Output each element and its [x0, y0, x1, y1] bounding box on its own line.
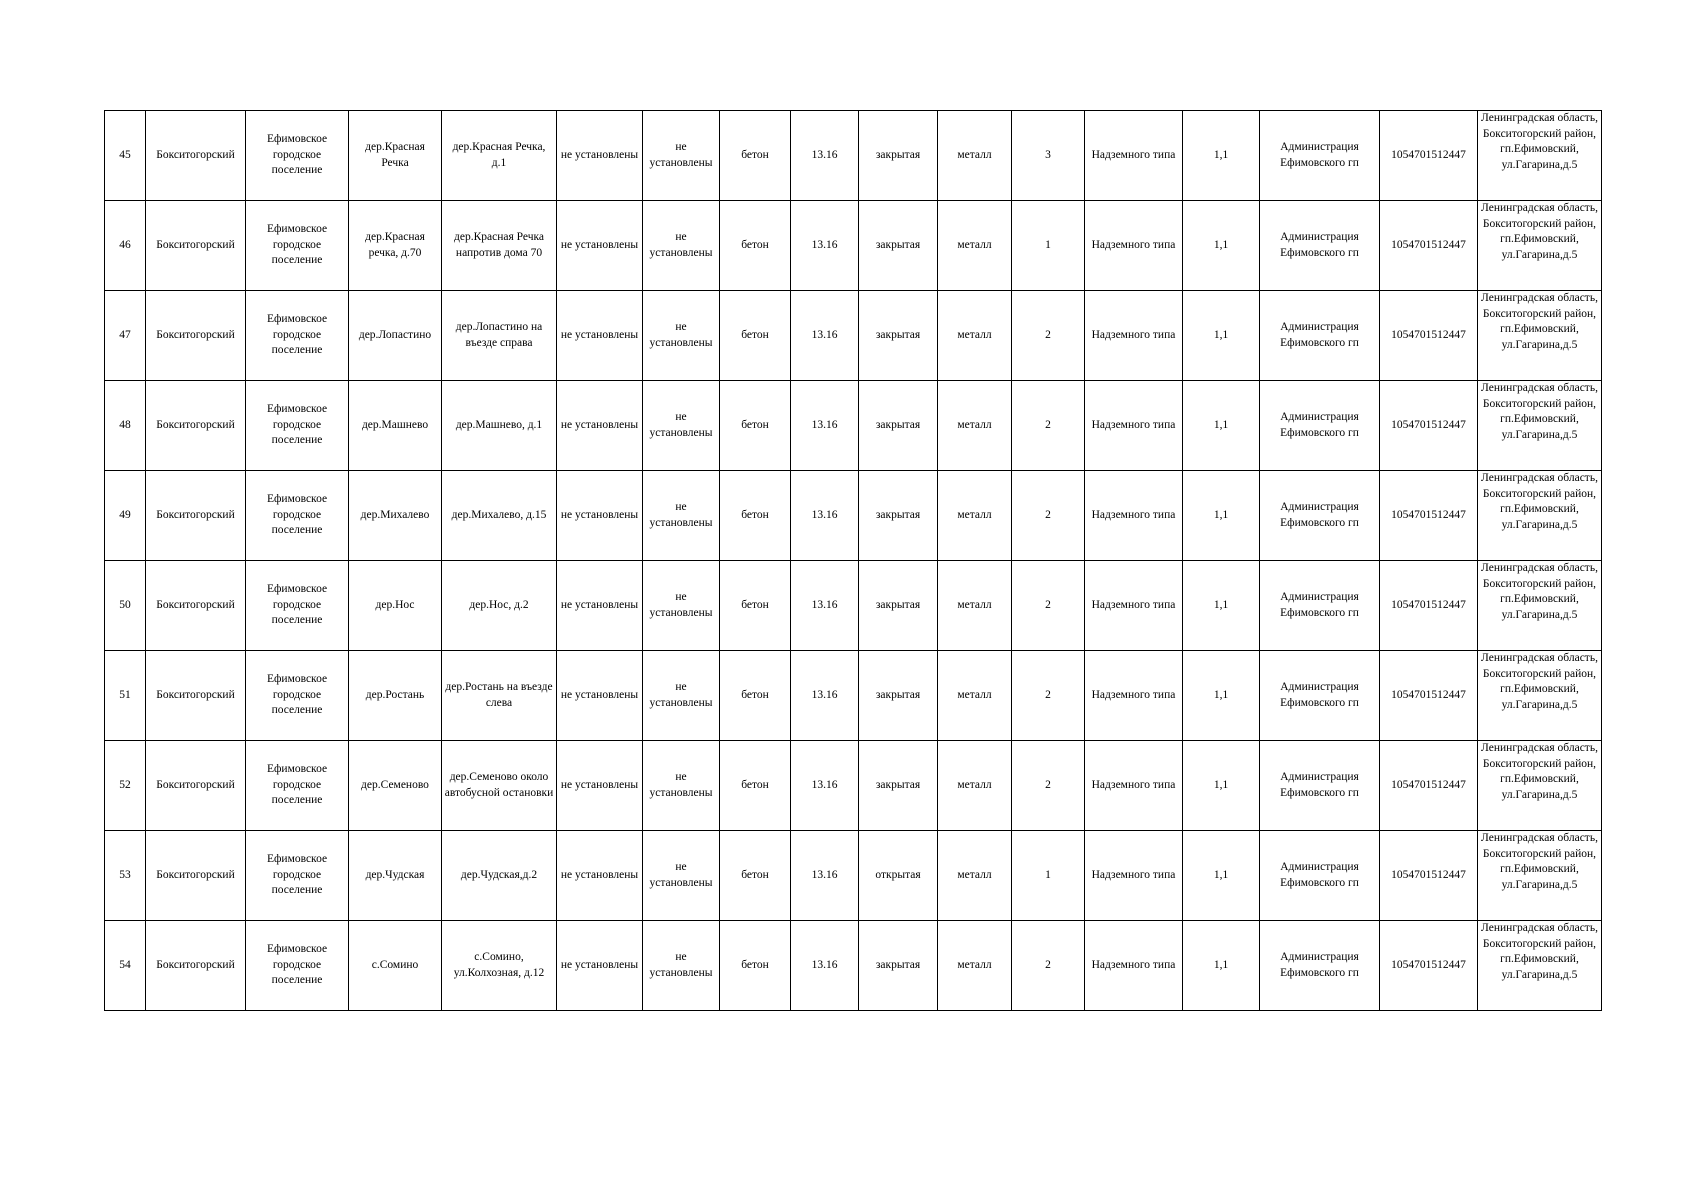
cell-container-type: Надземного типа	[1085, 471, 1183, 561]
cell-owner: Администрация Ефимовского гп	[1260, 471, 1380, 561]
cell-settlement: Ефимовское городское поселение	[246, 111, 349, 201]
cell-owner-address	[1478, 651, 1602, 741]
cell-owner: Администрация Ефимовского гп	[1260, 561, 1380, 651]
cell-container-material: металл	[938, 291, 1012, 381]
cell-container-count: 2	[1012, 921, 1085, 1011]
cell-settlement: Ефимовское городское поселение	[246, 471, 349, 561]
cell-surface: бетон	[720, 561, 791, 651]
cell-number: 54	[105, 921, 146, 1011]
owner-address-text: Ленинградская область, Бокситогорский район, гп.Ефимовский, ул.Гагарина,д.5	[1481, 832, 1598, 891]
cell-locality: дер.Красная Речка	[349, 111, 442, 201]
cell-locality: дер.Семеново	[349, 741, 442, 831]
cell-district: Бокситогорский	[146, 291, 246, 381]
cell-coords-lat: не установлены	[557, 831, 643, 921]
cell-coords-lon: не установлены	[643, 831, 720, 921]
cell-locality: дер.Нос	[349, 561, 442, 651]
table-row	[105, 111, 1602, 201]
cell-owner-address	[1478, 741, 1602, 831]
cell-owner-address	[1478, 111, 1602, 201]
cell-site-type: закрытая	[859, 741, 938, 831]
owner-address-text: Ленинградская область, Бокситогорский район, гп.Ефимовский, ул.Гагарина,д.5	[1481, 472, 1598, 531]
cell-owner-address	[1478, 381, 1602, 471]
cell-container-type: Надземного типа	[1085, 741, 1183, 831]
cell-ogrn: 1054701512447	[1380, 111, 1478, 201]
cell-owner-address	[1478, 471, 1602, 561]
cell-area: 13.16	[791, 741, 859, 831]
cell-ogrn: 1054701512447	[1380, 831, 1478, 921]
cell-site-type: закрытая	[859, 381, 938, 471]
cell-settlement: Ефимовское городское поселение	[246, 291, 349, 381]
cell-district: Бокситогорский	[146, 651, 246, 741]
cell-container-material: металл	[938, 201, 1012, 291]
cell-ogrn: 1054701512447	[1380, 291, 1478, 381]
cell-location: дер.Лопастино на въезде справа	[442, 291, 557, 381]
cell-site-type: закрытая	[859, 201, 938, 291]
cell-district: Бокситогорский	[146, 561, 246, 651]
table-row	[105, 921, 1602, 1011]
cell-container-count: 1	[1012, 201, 1085, 291]
cell-volume: 1,1	[1183, 111, 1260, 201]
cell-owner-address	[1478, 561, 1602, 651]
cell-number: 49	[105, 471, 146, 561]
cell-locality: дер.Красная речка, д.70	[349, 201, 442, 291]
cell-area: 13.16	[791, 471, 859, 561]
cell-district: Бокситогорский	[146, 201, 246, 291]
cell-container-material: металл	[938, 651, 1012, 741]
cell-area: 13.16	[791, 921, 859, 1011]
cell-settlement: Ефимовское городское поселение	[246, 741, 349, 831]
cell-number: 50	[105, 561, 146, 651]
cell-volume: 1,1	[1183, 381, 1260, 471]
table-row	[105, 471, 1602, 561]
cell-coords-lat: не установлены	[557, 381, 643, 471]
cell-container-material: металл	[938, 111, 1012, 201]
cell-number: 48	[105, 381, 146, 471]
cell-coords-lon: не установлены	[643, 741, 720, 831]
cell-surface: бетон	[720, 921, 791, 1011]
cell-surface: бетон	[720, 111, 791, 201]
cell-location: дер.Красная Речка напротив дома 70	[442, 201, 557, 291]
cell-surface: бетон	[720, 831, 791, 921]
cell-location: дер.Чудская,д.2	[442, 831, 557, 921]
cell-coords-lat: не установлены	[557, 561, 643, 651]
cell-area: 13.16	[791, 291, 859, 381]
cell-locality: дер.Лопастино	[349, 291, 442, 381]
cell-ogrn: 1054701512447	[1380, 381, 1478, 471]
cell-owner: Администрация Ефимовского гп	[1260, 291, 1380, 381]
cell-site-type: закрытая	[859, 921, 938, 1011]
cell-number: 52	[105, 741, 146, 831]
owner-address-text: Ленинградская область, Бокситогорский район, гп.Ефимовский, ул.Гагарина,д.5	[1481, 742, 1598, 801]
cell-container-material: металл	[938, 381, 1012, 471]
owner-address-text: Ленинградская область, Бокситогорский район, гп.Ефимовский, ул.Гагарина,д.5	[1481, 922, 1598, 981]
cell-coords-lat: не установлены	[557, 651, 643, 741]
cell-ogrn: 1054701512447	[1380, 471, 1478, 561]
cell-container-type: Надземного типа	[1085, 561, 1183, 651]
table-row	[105, 201, 1602, 291]
owner-address-text: Ленинградская область, Бокситогорский район, гп.Ефимовский, ул.Гагарина,д.5	[1481, 112, 1598, 171]
cell-location: дер.Ростань на въезде слева	[442, 651, 557, 741]
cell-owner: Администрация Ефимовского гп	[1260, 381, 1380, 471]
cell-locality: дер.Чудская	[349, 831, 442, 921]
cell-number: 47	[105, 291, 146, 381]
cell-location: с.Сомино, ул.Колхозная, д.12	[442, 921, 557, 1011]
cell-coords-lat: не установлены	[557, 111, 643, 201]
cell-locality: дер.Машнево	[349, 381, 442, 471]
table-row	[105, 831, 1602, 921]
cell-container-material: металл	[938, 471, 1012, 561]
cell-container-type: Надземного типа	[1085, 921, 1183, 1011]
cell-number: 53	[105, 831, 146, 921]
cell-volume: 1,1	[1183, 741, 1260, 831]
cell-area: 13.16	[791, 831, 859, 921]
cell-coords-lon: не установлены	[643, 471, 720, 561]
cell-volume: 1,1	[1183, 651, 1260, 741]
cell-surface: бетон	[720, 291, 791, 381]
table-row	[105, 741, 1602, 831]
cell-container-count: 2	[1012, 381, 1085, 471]
cell-site-type: закрытая	[859, 651, 938, 741]
cell-ogrn: 1054701512447	[1380, 921, 1478, 1011]
cell-location: дер.Нос, д.2	[442, 561, 557, 651]
table-row	[105, 561, 1602, 651]
cell-site-type: закрытая	[859, 111, 938, 201]
owner-address-text: Ленинградская область, Бокситогорский район, гп.Ефимовский, ул.Гагарина,д.5	[1481, 562, 1598, 621]
owner-address-text: Ленинградская область, Бокситогорский район, гп.Ефимовский, ул.Гагарина,д.5	[1481, 292, 1598, 351]
cell-locality: дер.Ростань	[349, 651, 442, 741]
cell-settlement: Ефимовское городское поселение	[246, 831, 349, 921]
cell-district: Бокситогорский	[146, 921, 246, 1011]
cell-owner: Администрация Ефимовского гп	[1260, 921, 1380, 1011]
cell-district: Бокситогорский	[146, 471, 246, 561]
cell-container-count: 2	[1012, 651, 1085, 741]
cell-coords-lon: не установлены	[643, 921, 720, 1011]
cell-volume: 1,1	[1183, 921, 1260, 1011]
owner-address-text: Ленинградская область, Бокситогорский район, гп.Ефимовский, ул.Гагарина,д.5	[1481, 382, 1598, 441]
cell-location: дер.Михалево, д.15	[442, 471, 557, 561]
cell-owner-address	[1478, 831, 1602, 921]
cell-surface: бетон	[720, 471, 791, 561]
cell-container-count: 2	[1012, 741, 1085, 831]
cell-area: 13.16	[791, 381, 859, 471]
cell-location: дер.Машнево, д.1	[442, 381, 557, 471]
cell-container-count: 2	[1012, 561, 1085, 651]
cell-owner: Администрация Ефимовского гп	[1260, 111, 1380, 201]
cell-area: 13.16	[791, 561, 859, 651]
cell-ogrn: 1054701512447	[1380, 201, 1478, 291]
cell-coords-lat: не установлены	[557, 291, 643, 381]
cell-container-material: металл	[938, 921, 1012, 1011]
cell-settlement: Ефимовское городское поселение	[246, 381, 349, 471]
cell-container-count: 3	[1012, 111, 1085, 201]
waste-sites-table	[104, 110, 1602, 1011]
cell-locality: дер.Михалево	[349, 471, 442, 561]
cell-surface: бетон	[720, 651, 791, 741]
cell-coords-lat: не установлены	[557, 741, 643, 831]
cell-coords-lon: не установлены	[643, 291, 720, 381]
cell-coords-lon: не установлены	[643, 381, 720, 471]
cell-coords-lat: не установлены	[557, 201, 643, 291]
cell-container-count: 2	[1012, 471, 1085, 561]
cell-settlement: Ефимовское городское поселение	[246, 561, 349, 651]
cell-container-material: металл	[938, 741, 1012, 831]
cell-owner-address	[1478, 291, 1602, 381]
cell-surface: бетон	[720, 381, 791, 471]
owner-address-text: Ленинградская область, Бокситогорский район, гп.Ефимовский, ул.Гагарина,д.5	[1481, 652, 1598, 711]
cell-settlement: Ефимовское городское поселение	[246, 651, 349, 741]
cell-coords-lon: не установлены	[643, 111, 720, 201]
cell-container-count: 1	[1012, 831, 1085, 921]
cell-volume: 1,1	[1183, 201, 1260, 291]
cell-container-count: 2	[1012, 291, 1085, 381]
cell-number: 45	[105, 111, 146, 201]
cell-container-type: Надземного типа	[1085, 381, 1183, 471]
cell-settlement: Ефимовское городское поселение	[246, 201, 349, 291]
cell-locality: с.Сомино	[349, 921, 442, 1011]
cell-coords-lat: не установлены	[557, 471, 643, 561]
cell-district: Бокситогорский	[146, 831, 246, 921]
table-body	[105, 111, 1602, 1011]
cell-area: 13.16	[791, 201, 859, 291]
cell-number: 51	[105, 651, 146, 741]
cell-ogrn: 1054701512447	[1380, 561, 1478, 651]
cell-coords-lat: не установлены	[557, 921, 643, 1011]
cell-container-type: Надземного типа	[1085, 291, 1183, 381]
cell-coords-lon: не установлены	[643, 561, 720, 651]
cell-district: Бокситогорский	[146, 111, 246, 201]
cell-area: 13.16	[791, 111, 859, 201]
cell-owner-address	[1478, 921, 1602, 1011]
cell-surface: бетон	[720, 201, 791, 291]
cell-settlement: Ефимовское городское поселение	[246, 921, 349, 1011]
cell-owner-address	[1478, 201, 1602, 291]
cell-area: 13.16	[791, 651, 859, 741]
cell-volume: 1,1	[1183, 291, 1260, 381]
cell-coords-lon: не установлены	[643, 651, 720, 741]
cell-ogrn: 1054701512447	[1380, 741, 1478, 831]
cell-container-material: металл	[938, 831, 1012, 921]
cell-number: 46	[105, 201, 146, 291]
cell-ogrn: 1054701512447	[1380, 651, 1478, 741]
cell-surface: бетон	[720, 741, 791, 831]
cell-district: Бокситогорский	[146, 741, 246, 831]
cell-owner: Администрация Ефимовского гп	[1260, 201, 1380, 291]
cell-container-type: Надземного типа	[1085, 831, 1183, 921]
cell-location: дер.Красная Речка, д.1	[442, 111, 557, 201]
cell-location: дер.Семеново около автобусной остановки	[442, 741, 557, 831]
cell-container-type: Надземного типа	[1085, 651, 1183, 741]
cell-volume: 1,1	[1183, 471, 1260, 561]
table-row	[105, 381, 1602, 471]
cell-container-material: металл	[938, 561, 1012, 651]
cell-container-type: Надземного типа	[1085, 201, 1183, 291]
cell-site-type: открытая	[859, 831, 938, 921]
cell-site-type: закрытая	[859, 471, 938, 561]
cell-district: Бокситогорский	[146, 381, 246, 471]
cell-site-type: закрытая	[859, 561, 938, 651]
cell-owner: Администрация Ефимовского гп	[1260, 651, 1380, 741]
cell-owner: Администрация Ефимовского гп	[1260, 831, 1380, 921]
table-row	[105, 651, 1602, 741]
table-row	[105, 291, 1602, 381]
cell-site-type: закрытая	[859, 291, 938, 381]
cell-volume: 1,1	[1183, 831, 1260, 921]
owner-address-text: Ленинградская область, Бокситогорский район, гп.Ефимовский, ул.Гагарина,д.5	[1481, 202, 1598, 261]
cell-container-type: Надземного типа	[1085, 111, 1183, 201]
cell-volume: 1,1	[1183, 561, 1260, 651]
cell-owner: Администрация Ефимовского гп	[1260, 741, 1380, 831]
cell-coords-lon: не установлены	[643, 201, 720, 291]
